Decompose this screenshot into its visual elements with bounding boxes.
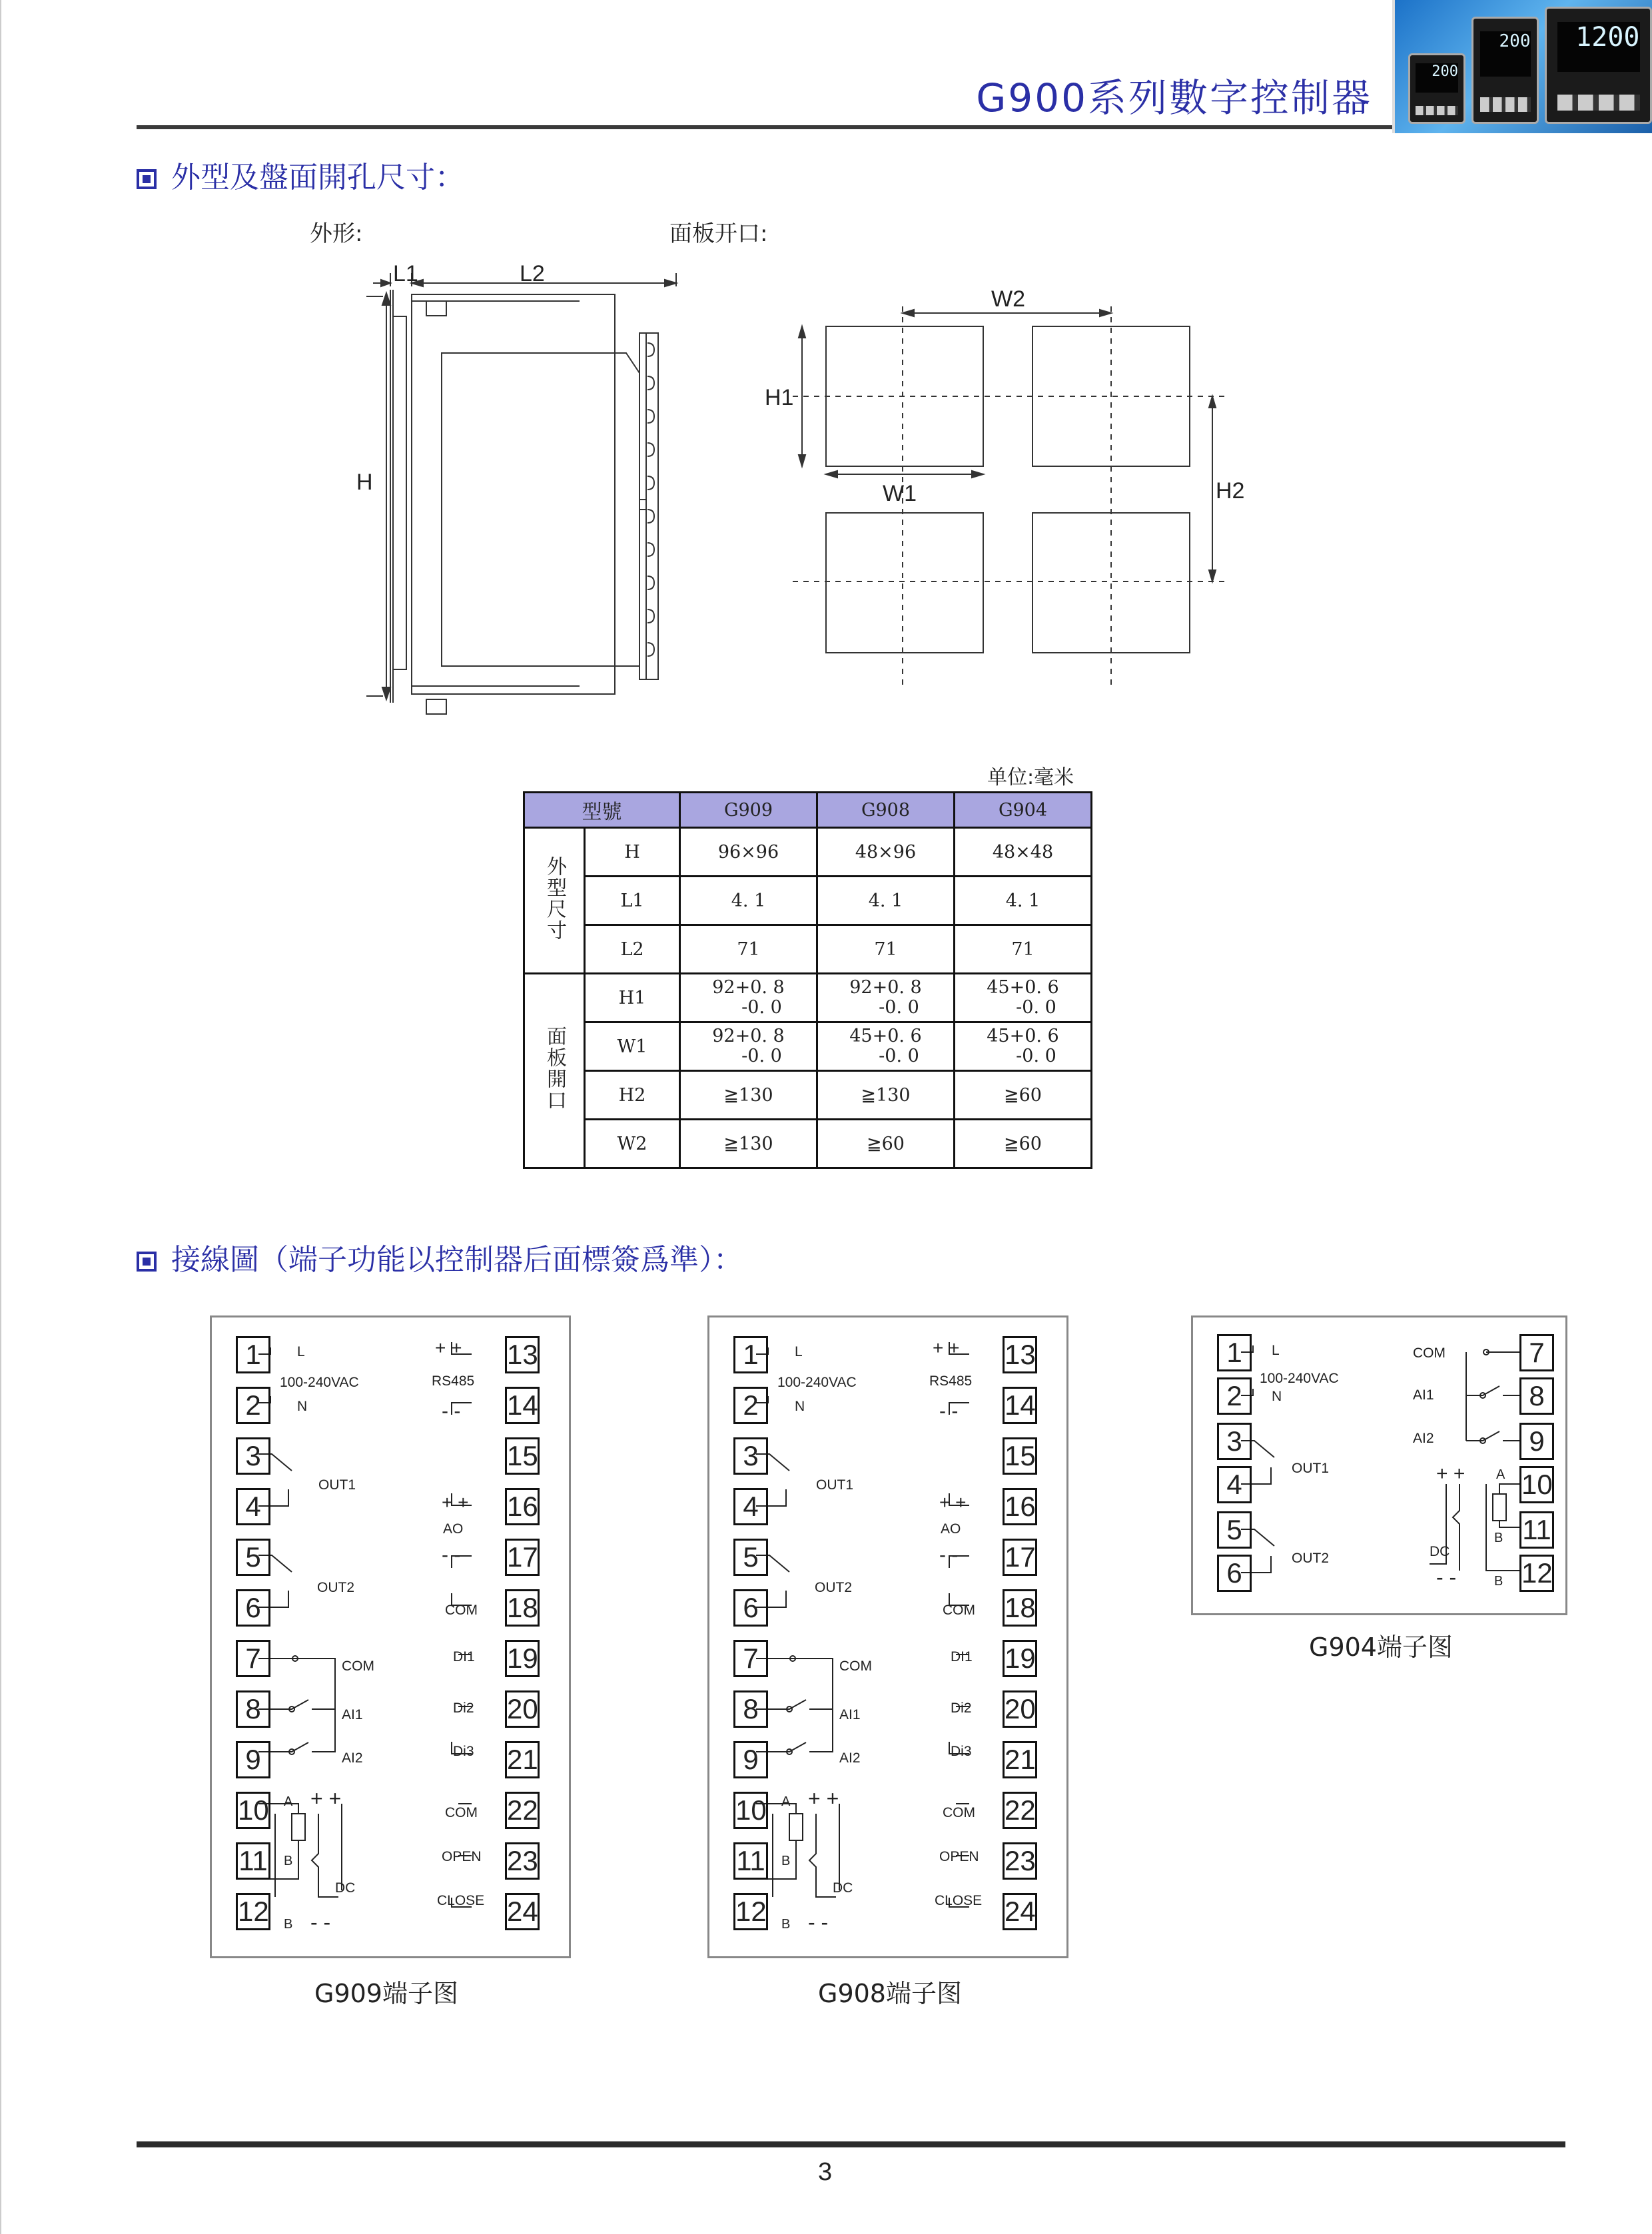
- terminal-9: 9: [236, 1741, 270, 1778]
- cutout-label: 面板开口:: [669, 220, 768, 247]
- terminal-6: 6: [236, 1589, 270, 1627]
- terminal-14: 14: [1003, 1387, 1037, 1424]
- caption-g909: G909端子图: [314, 1979, 458, 2008]
- terminal-3: 3: [733, 1437, 768, 1475]
- outline-label: 外形:: [310, 220, 363, 247]
- terminal-18: 18: [505, 1589, 540, 1627]
- table-row: 面板開口 H1 92+0. 8 -0. 0 92+0. 8 -0. 0 45+0. 6 -0. 0: [524, 974, 1092, 1022]
- terminal-13: 13: [505, 1336, 540, 1373]
- controller-small: 200: [1408, 53, 1465, 124]
- header-g904: G904: [955, 793, 1092, 828]
- terminal-5: 5: [1217, 1511, 1252, 1549]
- table-row: L1 4. 1 4. 1 4. 1: [524, 877, 1092, 925]
- section-title-dimensions: 外型及盤面開孔尺寸：: [137, 153, 464, 196]
- terminal-8: 8: [236, 1690, 270, 1728]
- terminal-2: 2: [236, 1387, 270, 1424]
- section-title-wiring: 接線圖（端子功能以控制器后面標簽爲準）：: [137, 1236, 743, 1278]
- terminal-12: 12: [1519, 1555, 1554, 1592]
- dim-H: H: [356, 470, 373, 495]
- header-g909: G909: [680, 793, 817, 828]
- terminal-11: 11: [1519, 1511, 1554, 1549]
- terminal-16: 16: [1003, 1488, 1037, 1525]
- terminal-7: 7: [1519, 1334, 1554, 1371]
- unit-label: 单位:毫米: [987, 766, 1074, 789]
- header-model: 型號: [524, 793, 680, 828]
- header-rule: [137, 125, 1399, 129]
- terminal-6: 6: [1217, 1555, 1252, 1592]
- terminal-12: 12: [236, 1893, 270, 1930]
- group-outline: 外型尺寸: [543, 855, 566, 941]
- terminal-10: 10: [1519, 1466, 1554, 1503]
- caption-g904: G904端子图: [1309, 1633, 1453, 1662]
- table-row: 外型尺寸 H 96×96 48×96 48×48: [524, 828, 1092, 877]
- dim-H2: H2: [1216, 478, 1245, 504]
- terminal-22: 22: [505, 1792, 540, 1829]
- terminal-24: 24: [1003, 1893, 1037, 1930]
- header-title: G900系列數字控制器: [976, 75, 1372, 121]
- header-g908: G908: [817, 793, 955, 828]
- dimension-table: [523, 791, 1092, 1169]
- terminal-6: 6: [733, 1589, 768, 1627]
- table-row: H2 ≧130 ≧130 ≧60: [524, 1071, 1092, 1120]
- dim-L2: L2: [520, 261, 545, 286]
- terminal-20: 20: [505, 1690, 540, 1728]
- terminal-1: 1: [1217, 1334, 1252, 1371]
- terminal-14: 14: [505, 1387, 540, 1424]
- terminal-10: 10: [236, 1792, 270, 1829]
- dim-L1: L1: [393, 261, 418, 286]
- terminal-2: 2: [733, 1387, 768, 1424]
- terminal-9: 9: [733, 1741, 768, 1778]
- wiring-panel-g904: 1 2 3 4 5 6 7 8 9 10 11 12 L 100-240VAC N OUT1 OUT2 COM AI1 AI2 + + A DC B B - -: [1191, 1315, 1567, 1615]
- terminal-17: 17: [1003, 1539, 1037, 1576]
- square-bullet-icon: [137, 169, 157, 189]
- terminal-5: 5: [733, 1539, 768, 1576]
- terminal-19: 19: [505, 1640, 540, 1677]
- table-row: W2 ≧130 ≧60 ≧60: [524, 1120, 1092, 1168]
- terminal-17: 17: [505, 1539, 540, 1576]
- dim-H1: H1: [765, 385, 794, 410]
- terminal-3: 3: [1217, 1423, 1252, 1460]
- terminal-23: 23: [505, 1842, 540, 1880]
- terminal-22: 22: [1003, 1792, 1037, 1829]
- terminal-1: 1: [236, 1336, 270, 1373]
- terminal-19: 19: [1003, 1640, 1037, 1677]
- page-edge: [0, 0, 1, 2234]
- terminal-9: 9: [1519, 1423, 1554, 1460]
- terminal-21: 21: [1003, 1741, 1037, 1778]
- table-row: W1 92+0. 8 -0. 0 45+0. 6 -0. 0 45+0. 6 -0. 0: [524, 1022, 1092, 1071]
- terminal-4: 4: [733, 1488, 768, 1525]
- terminal-16: 16: [505, 1488, 540, 1525]
- terminal-20: 20: [1003, 1690, 1037, 1728]
- square-bullet-icon: [137, 1252, 157, 1272]
- terminal-24: 24: [505, 1893, 540, 1930]
- terminal-15: 15: [505, 1437, 540, 1475]
- product-photo: [1392, 0, 1652, 133]
- terminal-21: 21: [505, 1741, 540, 1778]
- terminal-8: 8: [1519, 1377, 1554, 1415]
- cutout-drawing: [786, 293, 1252, 693]
- terminal-11: 11: [733, 1842, 768, 1880]
- terminal-11: 11: [236, 1842, 270, 1880]
- wiring-panel-g909: 1 2 3 4 5 6 7 8 9 10 11 12 13 14 15 16 17 18 19 20 21 22 23 24 L 100-240VAC N OUT1 OUT2 COM AI1 AI2 A B B + + DC - - + + RS485 - - + + AO - - COM DI1 Di2 Di3 COM OPEN CLOSE: [210, 1315, 571, 1958]
- table-header-row: [524, 793, 1092, 828]
- terminal-18: 18: [1003, 1589, 1037, 1627]
- terminal-12: 12: [733, 1893, 768, 1930]
- terminal-4: 4: [1217, 1466, 1252, 1503]
- terminal-1: 1: [733, 1336, 768, 1373]
- page-number: 3: [818, 2158, 833, 2186]
- wiring-panel-g908: 1 2 3 4 5 6 7 8 9 10 11 12 13 14 15 16 17 18 19 20 21 22 23 24 L 100-240VAC N OUT1 OUT2 COM AI1 AI2 A B B + + DC - - + + RS485 - - + + AO - - COM DI1 Di2 Di3 COM OPEN CLOSE: [707, 1315, 1068, 1958]
- table-row: L2 71 71 71: [524, 925, 1092, 974]
- terminal-4: 4: [236, 1488, 270, 1525]
- terminal-7: 7: [236, 1640, 270, 1677]
- terminal-2: 2: [1217, 1377, 1252, 1415]
- terminal-3: 3: [236, 1437, 270, 1475]
- group-cutout: 面板開口: [543, 1026, 566, 1111]
- outline-drawing: [346, 260, 693, 726]
- terminal-15: 15: [1003, 1437, 1037, 1475]
- controller-medium: 200: [1471, 17, 1539, 124]
- terminal-7: 7: [733, 1640, 768, 1677]
- dim-W2: W2: [991, 286, 1025, 312]
- terminal-10: 10: [733, 1792, 768, 1829]
- controller-large: 1200: [1545, 7, 1652, 124]
- caption-g908: G908端子图: [818, 1979, 962, 2008]
- terminal-5: 5: [236, 1539, 270, 1576]
- footer-rule: [137, 2141, 1565, 2147]
- dim-W1: W1: [883, 481, 917, 506]
- terminal-13: 13: [1003, 1336, 1037, 1373]
- terminal-23: 23: [1003, 1842, 1037, 1880]
- terminal-8: 8: [733, 1690, 768, 1728]
